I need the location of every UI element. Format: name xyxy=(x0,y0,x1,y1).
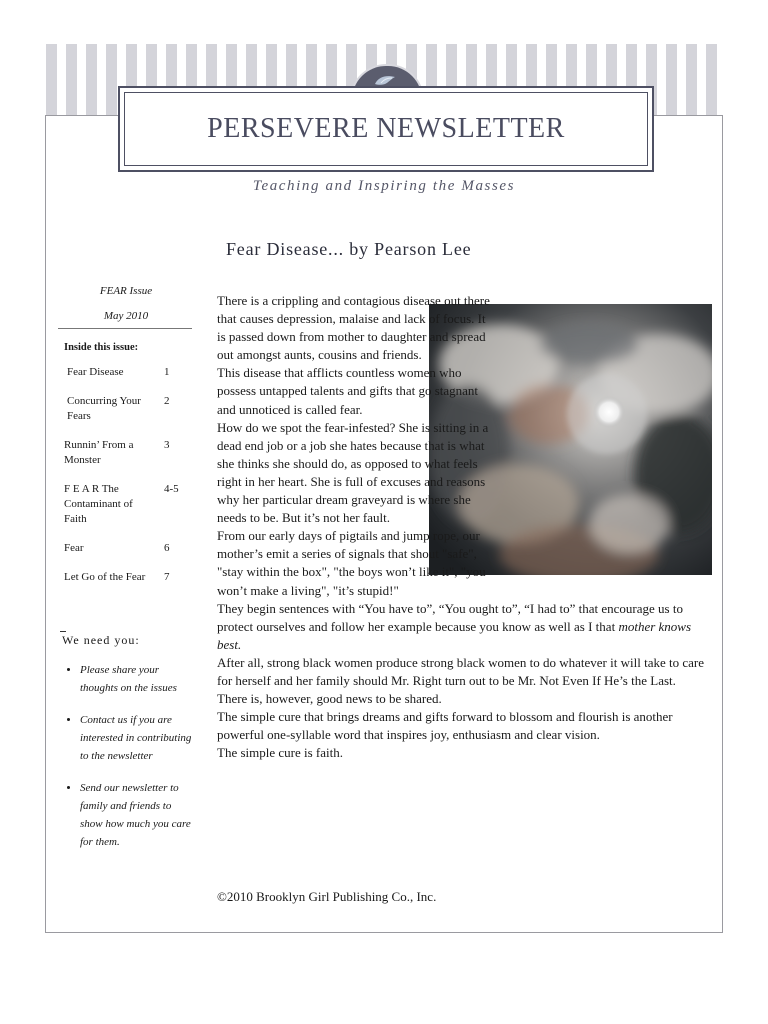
toc-page: 7 xyxy=(164,571,170,583)
paragraph-emphasis: mother knows best. xyxy=(217,618,692,652)
sidebar xyxy=(58,284,194,599)
toc-page: 6 xyxy=(164,542,170,554)
we-need-you-box xyxy=(60,633,194,865)
toc-page: 1 xyxy=(164,366,170,378)
toc-page: 4-5 xyxy=(164,483,179,495)
paragraph: This disease that afflicts countless women who possess untapped talents and gifts that go stagnant and unnoticed is called fear. xyxy=(217,365,479,417)
paragraph xyxy=(217,600,712,654)
list-item: • Contact us if you are interested in contributing to the newsletter xyxy=(80,711,194,765)
sidebar-divider xyxy=(58,328,192,329)
issue-date: May 2010 xyxy=(103,310,149,322)
toc-item[interactable] xyxy=(64,365,194,380)
toc-item[interactable] xyxy=(64,482,194,527)
tagline: Teaching and Inspiring the Masses xyxy=(252,178,516,194)
toc-page: 2 xyxy=(164,395,170,407)
paragraph-text: They begin sentences with “You have to”, “You ought to”, “I had to” that encourage us to protect ourselves and follow her example because you know as well as I that xyxy=(217,600,683,634)
newsletter-title: PERSEVERE NEWSLETTER xyxy=(207,113,565,144)
we-need-you-title: We need you: xyxy=(60,633,194,648)
toc-item[interactable] xyxy=(64,570,194,585)
issue-name: FEAR Issue xyxy=(99,285,153,297)
masthead-inner-border xyxy=(124,92,648,166)
we-need-you-list xyxy=(60,661,194,851)
inside-title: Inside this issue: xyxy=(64,342,139,353)
toc-label: Let Go of the Fear xyxy=(64,571,146,583)
paragraph: The simple cure that brings dreams and gifts forward to blossom and flourish is another powerful one-syllable word that inspires joy, enthusiasm and clear vision. xyxy=(217,709,673,743)
paragraph: From our early days of pigtails and jump rope, our mother’s emit a series of signals that shout "safe", "stay within the box", "the boys won’t like it", "you won’t make a living", "it’s stupid!" xyxy=(217,528,486,598)
list-item: • Please share your thoughts on the issues xyxy=(80,661,194,697)
toc-label: Fear Disease xyxy=(67,366,124,378)
paragraph: After all, strong black women produce strong black women to do whatever it will take to care for herself and her family should Mr. Right turn out to be Mr. Not Even If He’s the Last. xyxy=(217,654,704,688)
paragraph: There is, however, good news to be shared. xyxy=(217,691,442,707)
toc-item[interactable] xyxy=(64,394,194,424)
paragraph: The simple cure is faith. xyxy=(217,745,343,761)
toc-item[interactable] xyxy=(64,438,194,468)
toc-label: Fear xyxy=(64,542,84,554)
article-heading: Fear Disease... by Pearson Lee xyxy=(226,239,472,259)
article-body xyxy=(217,292,712,762)
toc-item[interactable] xyxy=(64,541,194,556)
toc-label: F E A R The Contaminant of Faith xyxy=(64,483,133,525)
paragraph: How do we spot the fear-infested? She is sitting in a dead end job or a job she hates because that is what she thinks she should do, as opposed to what feels right in her heart. She is full of excuses and reasons why her particular dream graveyard is where she needs to be. But it’s not her fault. xyxy=(217,419,489,526)
toc-page: 3 xyxy=(164,439,170,451)
masthead xyxy=(118,86,654,172)
paragraph: There is a crippling and contagious disease out there that causes depression, malaise and lack of focus. It is passed down from mother to daughter and spread out amongst aunts, cousins and friends. xyxy=(217,293,490,363)
copyright: ©2010 Brooklyn Girl Publishing Co., Inc. xyxy=(217,889,437,904)
toc-label: Runnin’ From a Monster xyxy=(64,439,134,466)
toc-label: Concurring Your Fears xyxy=(67,395,141,422)
list-item: • Send our newsletter to family and friends to show how much you care for them. xyxy=(80,779,194,851)
